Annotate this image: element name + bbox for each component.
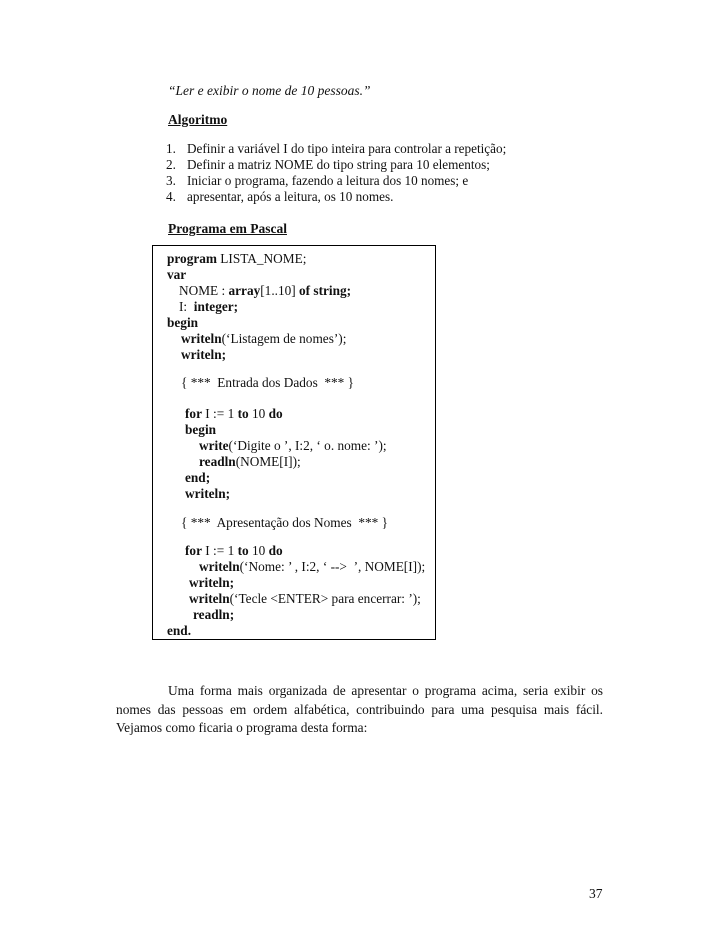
list-item: 1. Definir a variável I do tipo inteira para controlar a repetição; [166,141,507,156]
code-line: writeln(‘Tecle <ENTER> para encerrar: ’); [189,591,421,606]
code-line: writeln(‘Nome: ’ , I:2, ‘ --> ’, NOME[I]); [199,559,426,574]
code-comment: { *** Apresentação dos Nomes *** } [181,515,389,530]
program-heading: Programa em Pascal [168,221,287,236]
code-line: NOME : array[1..10] of string; [179,283,352,298]
code-line: write(‘Digite o ’, I:2, ‘ o. nome: ’); [199,438,387,453]
code-line: writeln; [181,347,227,362]
code-line: writeln; [189,575,235,590]
body-paragraph: Uma forma mais organizada de apresentar o programa acima, seria exibir os nomes das pessoas em ordem alfabética, contribuindo para uma pesquisa mais fácil. Vejamos como ficaria o programa desta forma: [116,683,603,735]
algorithm-heading: Algoritmo [168,112,228,127]
code-line: for I := 1 to 10 do [185,406,283,421]
code-line: readln; [193,607,235,622]
code-line: begin [167,315,199,330]
code-line: program LISTA_NOME; [167,251,307,266]
code-line: I: integer; [179,299,239,314]
code-line: var [167,267,187,282]
code-comment: { *** Entrada dos Dados *** } [181,375,355,390]
list-item: 4. apresentar, após a leitura, os 10 nomes. [166,189,394,204]
list-item: 3. Iniciar o programa, fazendo a leitura dos 10 nomes; e [166,173,469,188]
page-number: 37 [589,886,603,901]
pascal-code-block [152,245,436,640]
problem-statement: “Ler e exibir o nome de 10 pessoas.” [168,83,371,98]
code-line: readln(NOME[I]); [199,454,301,469]
algorithm-steps [166,141,506,205]
code-line: writeln(‘Listagem de nomes’); [181,331,347,346]
code-line: end. [167,623,192,638]
list-item: 2. Definir a matriz NOME do tipo string para 10 elementos; [166,157,490,172]
code-line: for I := 1 to 10 do [185,543,283,558]
code-line: end; [185,470,211,485]
code-line: writeln; [185,486,231,501]
code-line: begin [185,422,217,437]
